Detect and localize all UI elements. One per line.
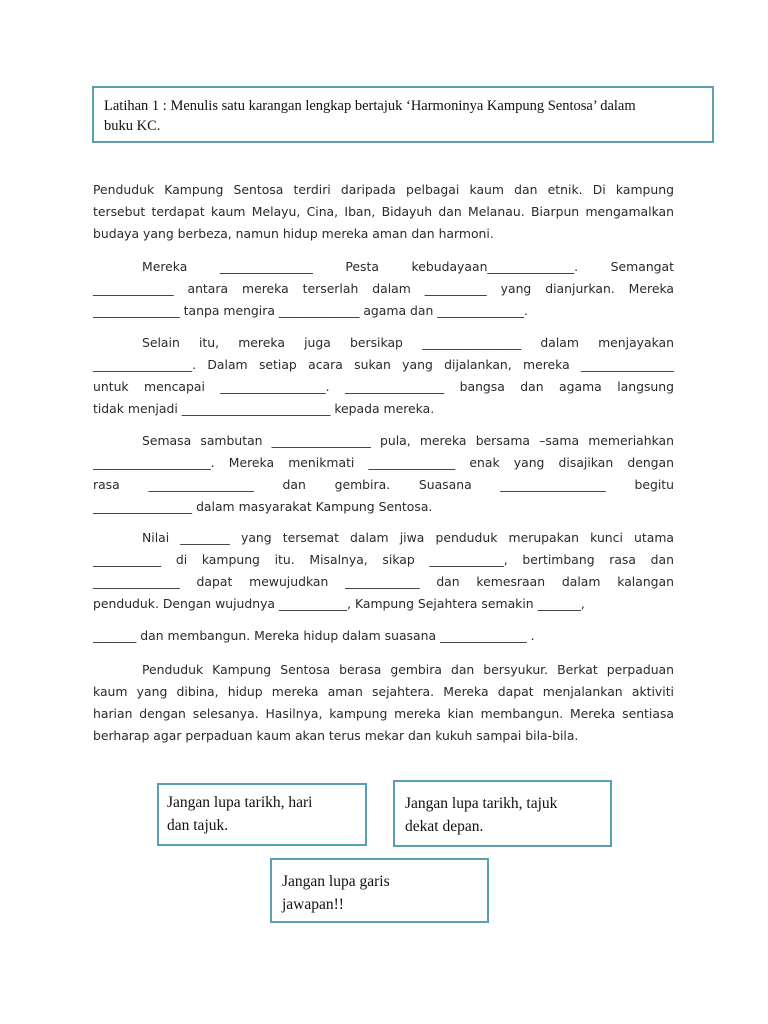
reminder-box-answer-lines <box>270 858 489 923</box>
reminder-text: jawapan!! <box>282 896 344 913</box>
reminder-text: Jangan lupa tarikh, hari <box>167 794 313 811</box>
reminder-text: dekat depan. <box>405 818 484 835</box>
reminder-text: dan tajuk. <box>167 817 229 834</box>
paragraph-line: Penduduk Kampung Sentosa terdiri daripada pelbagai kaum dan etnik. Di kampung <box>93 182 674 197</box>
paragraph-line: tidak menjadi ________________________ kepada mereka. <box>93 401 435 416</box>
paragraph-line: ________________. Dalam setiap acara sukan yang dijalankan, mereka _______________ <box>93 357 674 372</box>
paragraph-1 <box>93 179 674 245</box>
reminder-box-date-day-title <box>157 783 367 846</box>
paragraph-3 <box>93 332 674 420</box>
paragraph-7 <box>93 659 674 747</box>
paragraph-line: tersebut terdapat kaum Melayu, Cina, Iban, Bidayuh dan Melanau. Biarpun mengamalkan <box>93 204 674 219</box>
paragraph-line: berharap agar perpaduan kaum akan terus mekar dan kukuh sampai bila-bila. <box>93 728 579 743</box>
instruction-line-2: buku KC. <box>104 118 161 134</box>
paragraph-line: budaya yang berbeza, namun hidup mereka aman dan harmoni. <box>93 226 494 241</box>
paragraph-line: untuk mencapai _________________. ________________ bangsa dan agama langsung <box>93 379 674 394</box>
instruction-line-1: Latihan 1 : Menulis satu karangan lengkap bertajuk ‘Harmoninya Kampung Sentosa’ dalam <box>104 98 636 114</box>
paragraph-line: kaum yang dibina, hidup mereka aman sejahtera. Mereka dapat menjalankan aktiviti <box>93 684 674 699</box>
paragraph-line: _____________ antara mereka terserlah dalam __________ yang dianjurkan. Mereka <box>93 281 674 296</box>
reminder-box-date-title-front <box>393 780 612 847</box>
paragraph-line: Semasa sambutan ________________ pula, mereka bersama –sama memeriahkan <box>142 433 674 448</box>
paragraph-line: ________________ dalam masyarakat Kampung Sentosa. <box>93 499 433 514</box>
paragraph-4 <box>93 430 674 518</box>
paragraph-line: rasa _________________ dan gembira. Suasana _________________ begitu <box>93 477 674 492</box>
paragraph-6 <box>93 625 674 647</box>
paragraph-line: ______________ dapat mewujudkan ____________ dan kemesraan dalam kalangan <box>93 574 674 589</box>
paragraph-line: Penduduk Kampung Sentosa berasa gembira dan bersyukur. Berkat perpaduan <box>142 662 674 677</box>
paragraph-line: Mereka _______________ Pesta kebudayaan______________. Semangat <box>142 259 674 274</box>
paragraph-line: ___________________. Mereka menikmati ______________ enak yang disajikan dengan <box>93 455 674 470</box>
paragraph-line: Nilai ________ yang tersemat dalam jiwa penduduk merupakan kunci utama <box>142 530 674 545</box>
paragraph-line: Selain itu, mereka juga bersikap ________________ dalam menjayakan <box>142 335 674 350</box>
paragraph-2 <box>93 256 674 322</box>
reminder-text: Jangan lupa garis <box>282 873 390 890</box>
paragraph-line: penduduk. Dengan wujudnya ___________, Kampung Sejahtera semakin _______, <box>93 596 585 611</box>
paragraph-line: ___________ di kampung itu. Misalnya, sikap ____________, bertimbang rasa dan <box>93 552 674 567</box>
paragraph-line: harian dengan selesanya. Hasilnya, kampung mereka kian membangun. Mereka sentiasa <box>93 706 674 721</box>
paragraph-5 <box>93 527 674 615</box>
instruction-box <box>92 86 714 143</box>
paragraph-line: ______________ tanpa mengira _____________ agama dan ______________. <box>93 303 528 318</box>
reminder-text: Jangan lupa tarikh, tajuk <box>405 795 558 812</box>
paragraph-line: _______ dan membangun. Mereka hidup dalam suasana ______________ . <box>93 628 535 643</box>
